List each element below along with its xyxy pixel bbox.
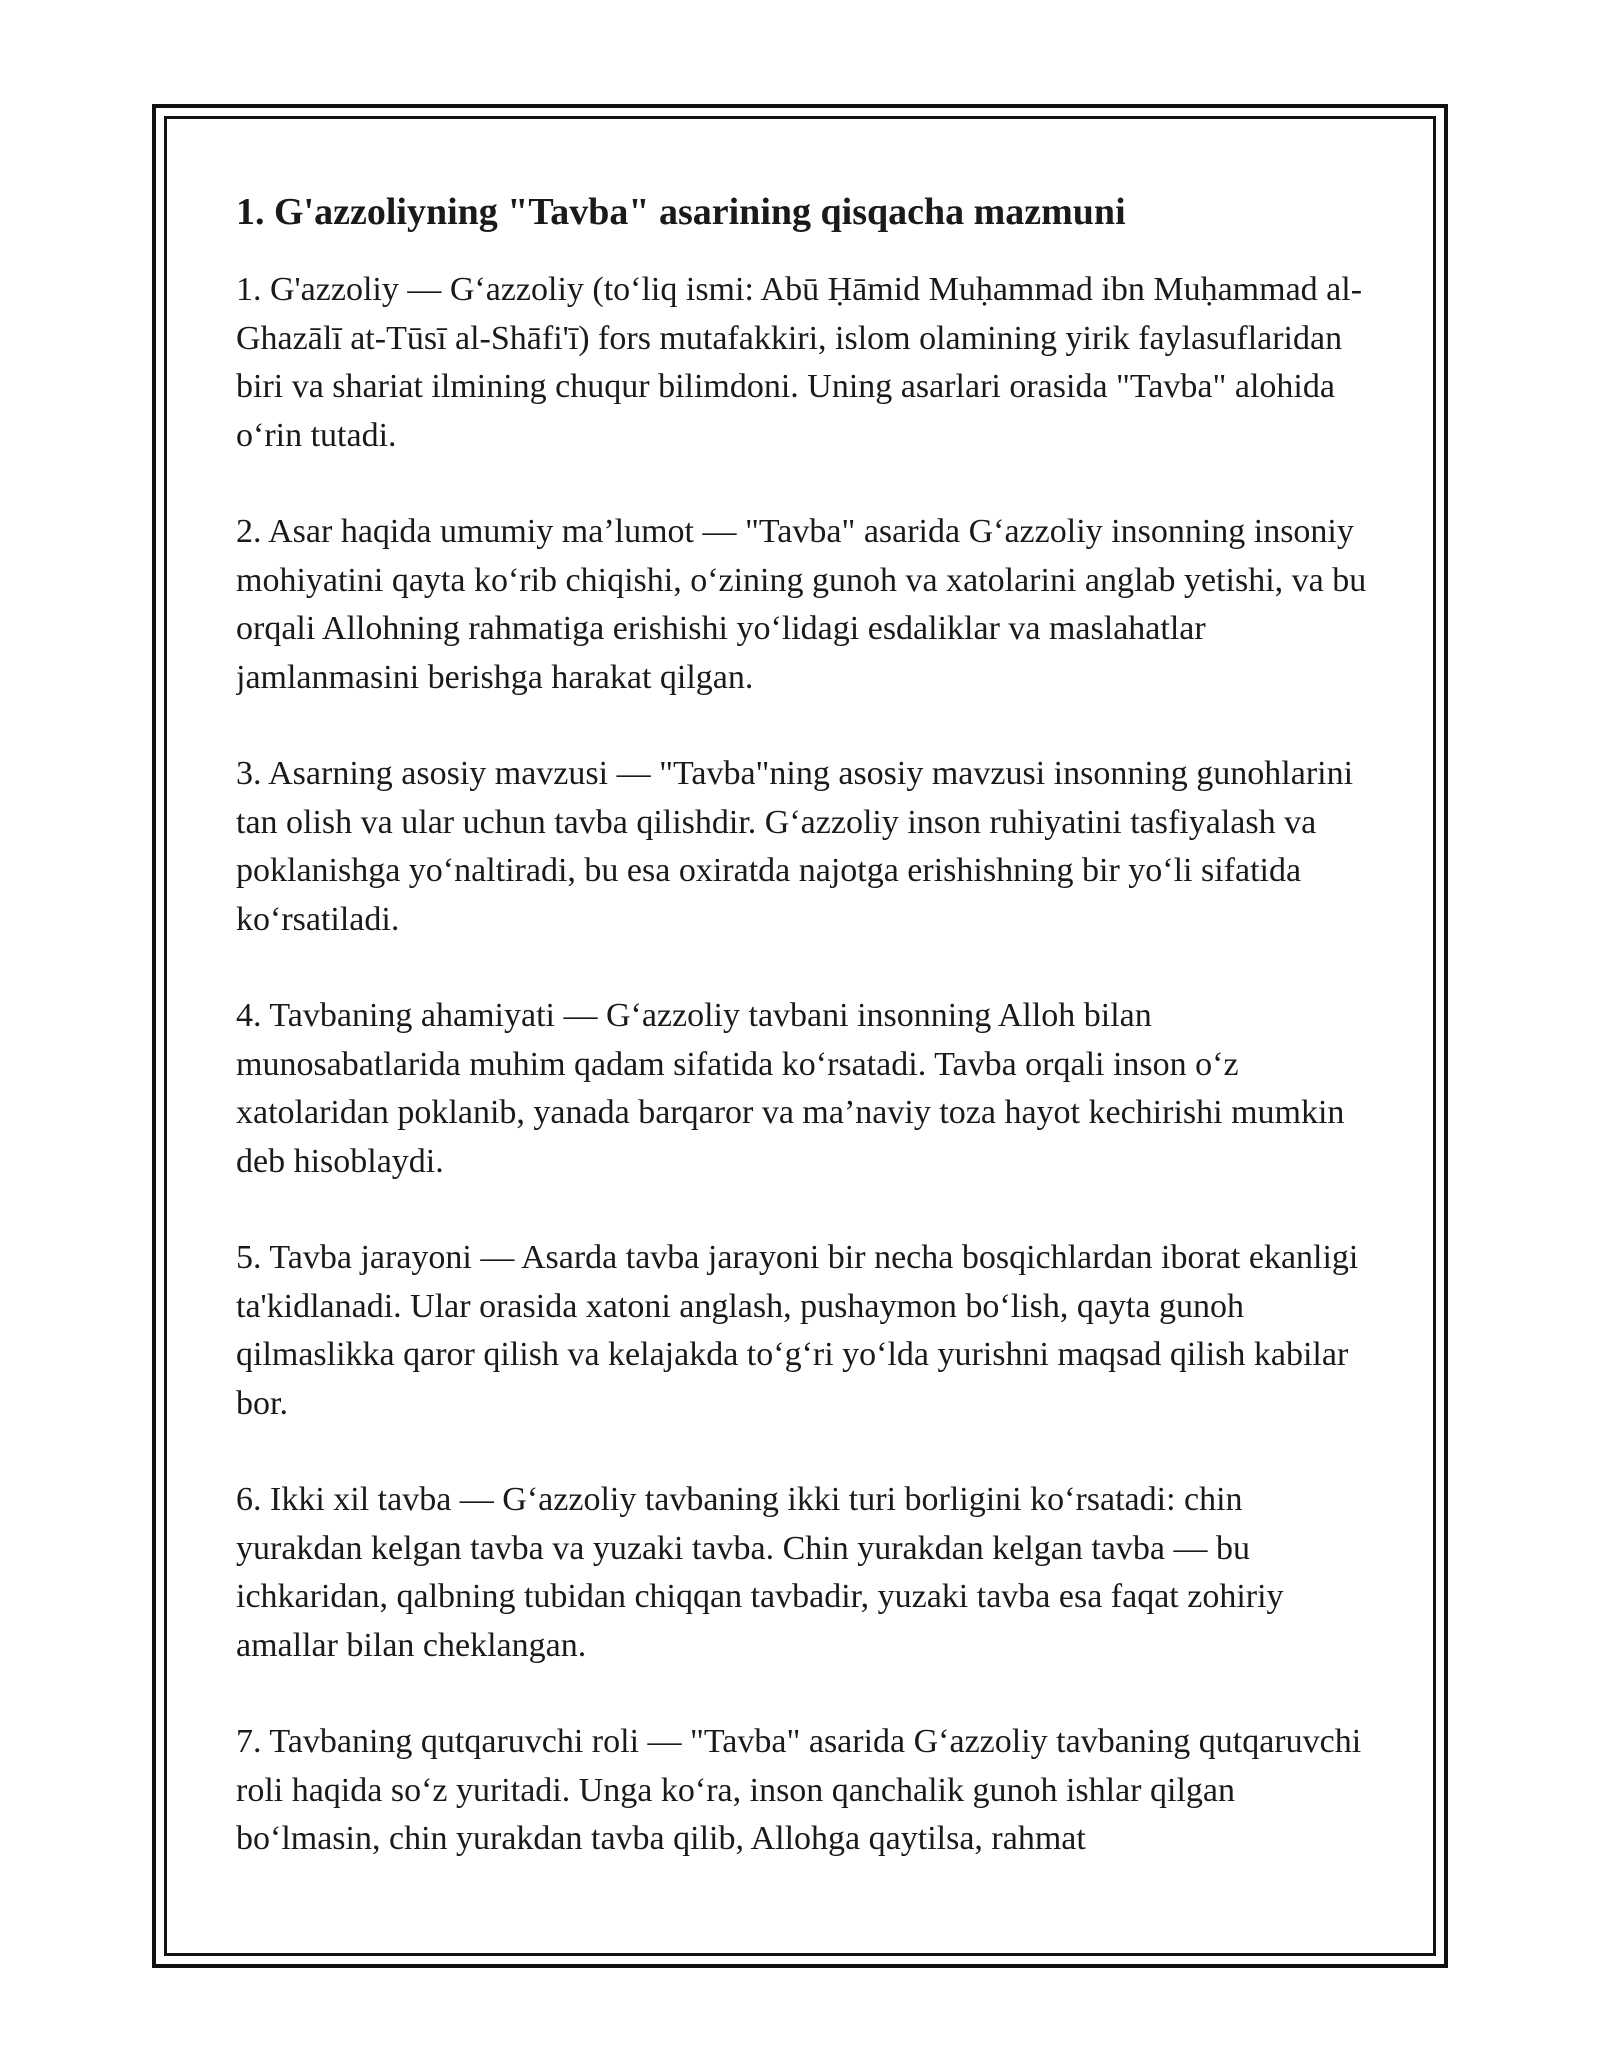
- paragraph-6: 6. Ikki xil tavba — G‘azzoliy tavbaning ikki turi borligini ko‘rsatadi: chin yurakdan kelgan tavba va yuzaki tavba. Chin yurakdan kelgan tavba — bu ichkaridan, qalbning tubidan chiqqan tavbadir, yuzaki tavba esa faqat zohiriy amallar bilan cheklangan.: [236, 1481, 1284, 1664]
- document-title: 1. G'azzoliyning "Tavba" asarining qisqacha mazmuni: [236, 191, 1126, 233]
- paragraph-5: 5. Tavba jarayoni — Asarda tavba jarayoni bir necha bosqichlardan iborat ekanligi ta'kidlanadi. Ular orasida xatoni anglash, pushaymon bo‘lish, qayta gunoh qilmaslikka qaror qilish va kelajakda to‘g‘ri yo‘lda yurishni maqsad qilish kabilar bor.: [236, 1239, 1359, 1422]
- paragraph-4: 4. Tavbaning ahamiyati — G‘azzoliy tavbani insonning Alloh bilan munosabatlarida muhim qadam sifatida ko‘rsatadi. Tavba orqali inson o‘z xatolaridan poklanib, yanada barqaror va ma’naviy toza hayot kechirishi mumkin deb hisoblaydi.: [236, 997, 1345, 1180]
- paragraph-7: 7. Tavbaning qutqaruvchi roli — "Tavba" asarida G‘azzoliy tavbaning qutqaruvchi roli haqida so‘z yuritadi. Unga ko‘ra, inson qanchalik gunoh ishlar qilgan bo‘lmasin, chin yurakdan tavba qilib, Allohga qaytilsa, rahmat: [236, 1723, 1362, 1857]
- paragraph-2: 2. Asar haqida umumiy ma’lumot — "Tavba" asarida G‘azzoliy insonning insoniy mohiyatini qayta ko‘rib chiqishi, o‘zining gunoh va xatolarini anglab yetishi, va bu orqali Allohning rahmatiga erishishi yo‘lidagi esdaliklar va maslahatlar jamlanmasini berishga harakat qilgan.: [236, 513, 1367, 696]
- paragraph-3: 3. Asarning asosiy mavzusi — "Tavba"ning asosiy mavzusi insonning gunohlarini tan olish va ular uchun tavba qilishdir. G‘azzoliy inson ruhiyatini tasfiyalash va poklanishga yo‘naltiradi, bu esa oxiratda najotga erishishning bir yo‘li sifatida ko‘rsatiladi.: [236, 755, 1354, 938]
- paragraph-1: 1. G'azzoliy — G‘azzoliy (to‘liq ismi: Abū Ḥāmid Muḥammad ibn Muḥammad al-Ghazālī at-Tūsī al-Shāfi'ī) fors mutafakkiri, islom olamining yirik faylasuflaridan biri va shariat ilmining chuqur bilimdoni. Uning asarlari orasida "Tavba" alohida o‘rin tutadi.: [236, 271, 1363, 454]
- document-body: [236, 186, 1376, 1906]
